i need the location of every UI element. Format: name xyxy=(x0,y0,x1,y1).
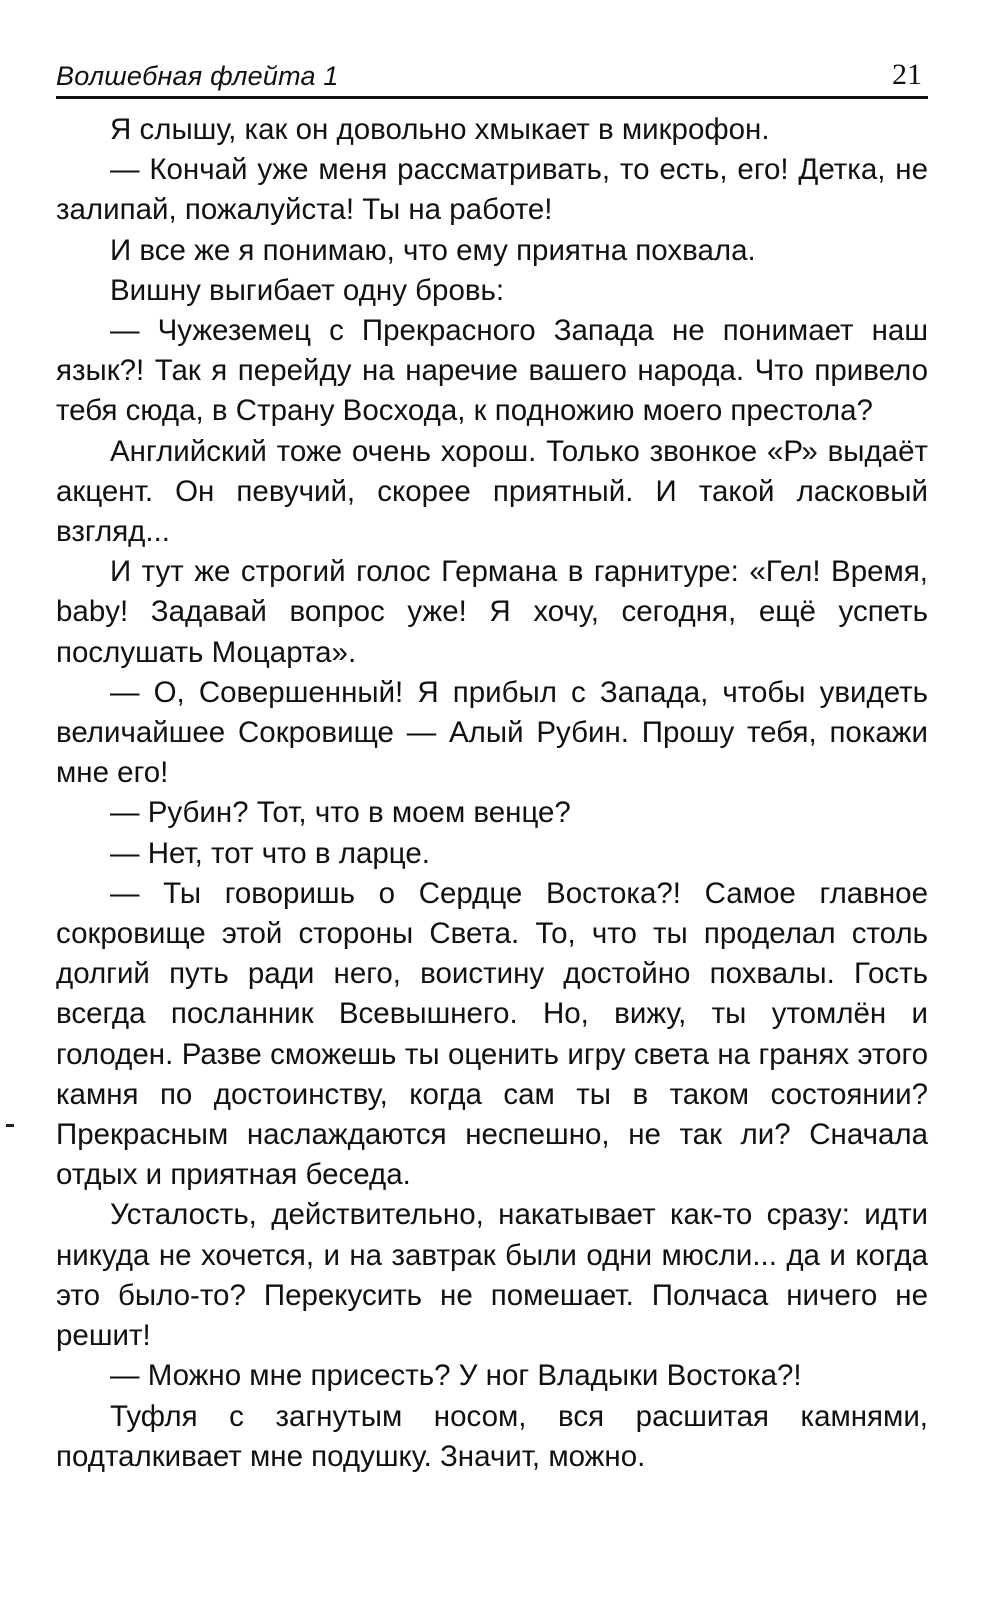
body-text xyxy=(56,110,928,1477)
paragraph: Я слышу, как он довольно хмыкает в микрофон. xyxy=(110,113,770,146)
book-title: Волшебная флейта 1 xyxy=(56,61,339,91)
paragraph: Английский тоже очень хорош. Только звонкое «Р» выдаёт акцент. Он певучий, скорее приятный. И такой ласковый взгляд... xyxy=(56,434,928,549)
paragraph: — Можно мне присесть? У ног Владыки Востока?! xyxy=(110,1359,802,1393)
paragraph: И все же я понимаю, что ему приятна похвала. xyxy=(110,233,756,267)
paragraph: И тут же строгий голос Германа в гарнитуре: «Гел! Время, baby! Задавай вопрос уже! Я хочу, сегодня, ещё успеть послушать Моцарта». xyxy=(56,555,928,669)
page-number: 21 xyxy=(892,58,922,91)
running-header xyxy=(56,52,928,99)
paragraph: — Ты говоришь о Сердце Востока?! Самое главное сокровище этой стороны Света. То, что ты проделал столь долгий путь ради него, воистину достойно похвалы. Гость всегда посланник Всевышнего. Но, вижу, ты утомлён и голоден. Разве сможешь ты оценить игру света на гранях этого камня по достоинству, когда сам ты в таком состоянии? Прекрасным наслаждаются неспешно, не так ли? Сначала отдых и приятная беседа. xyxy=(56,876,928,1192)
paragraph: Вишну выгибает одну бровь: xyxy=(110,273,505,307)
paragraph: — О, Совершенный! Я прибыл с Запада, чтобы увидеть величайшее Сокровище — Алый Рубин. Прошу тебя, покажи мне его! xyxy=(56,675,928,790)
paragraph: Туфля с загнутым носом, вся расшитая камнями, подталкивает мне подушку. Значит, можно. xyxy=(56,1399,928,1473)
paragraph: — Рубин? Тот, что в моем венце? xyxy=(110,796,571,830)
paragraph: — Нет, тот что в ларце. xyxy=(110,836,430,870)
margin-mark xyxy=(6,1124,14,1127)
paragraph: — Чужеземец с Прекрасного Запада не понимает наш язык?! Так я перейду на наречие вашего народа. Что привело тебя сюда, в Страну Восхода, к подножию моего престола? xyxy=(56,314,928,428)
paragraph: Усталость, действительно, накатывает как-то сразу: идти никуда не хочется, и на завтрак были одни мюсли... да и когда это было-то? Перекусить не помешает. Полчаса ничего не решит! xyxy=(56,1198,928,1353)
paragraph: — Кончай уже меня рассматривать, то есть, его! Детка, не залипай, пожалуйста! Ты на работе! xyxy=(56,153,928,227)
